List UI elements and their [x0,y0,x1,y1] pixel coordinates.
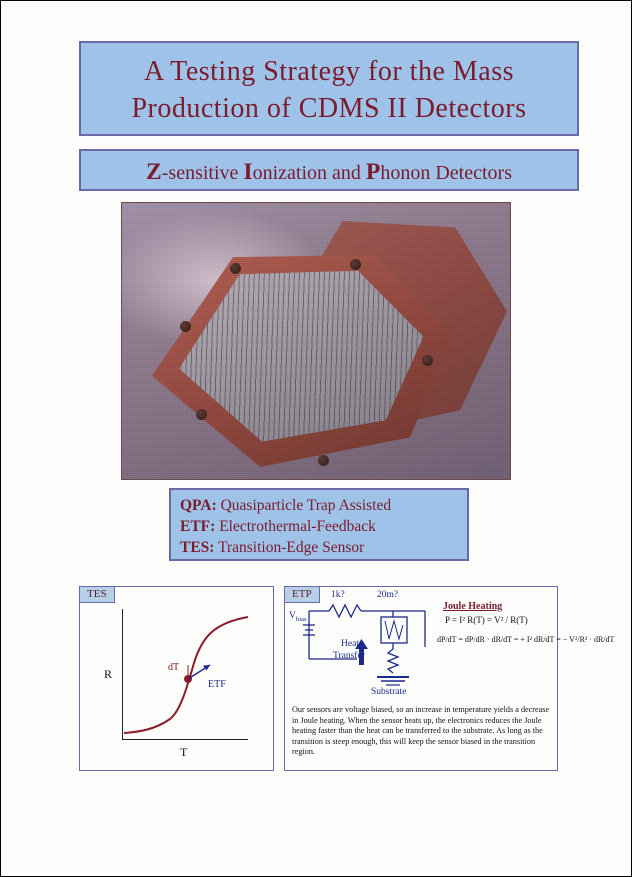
page-title-line-2: Production of CDMS II Detectors [131,93,527,124]
subtitle-text-3: honon Detectors [380,162,512,184]
acronym-legend-box [169,488,469,561]
etp-panel-tab: ETP [284,586,320,603]
vbias-label [289,611,307,623]
acronym-text-etf: Electrothermal-Feedback [215,518,376,535]
page-title-line-1: A Testing Strategy for the Mass [144,56,514,87]
subtitle-cap-i: I [243,159,253,185]
joule-heating-heading: Joule Heating [443,601,503,612]
acronym-key-etf: ETF: [180,518,216,535]
acronym-row-tes [180,537,467,558]
subtitle-cap-p: P [365,159,381,185]
subtitle-text-1: -sensitive [161,162,244,184]
cdms-detector-photo [121,202,511,480]
photo-grain-overlay [122,203,510,479]
etp-caption-text: Our sensors are voltage biased, so an increase in temperature yields a decrease in Joule heating. When the sensor heats up, the electronics reduces the Joule heating faster than the heat can be transferred to the substrate. As long as the transition is steep enough, this will keep the sensor biased in the transition region. [292,705,550,757]
tes-x-axis-label: T [180,745,188,759]
joule-formula-1: P = I² R(T) = V² / R(T) [445,615,528,625]
tes-transition-curve [122,607,250,741]
poster-subtitle-banner [79,149,579,191]
tes-etf-annotation: ETF [208,679,226,690]
vbias-subscript: bias [295,615,307,623]
etp-panel [284,586,615,771]
vbias-symbol: V [289,611,296,621]
tes-panel-tab: TES [79,586,115,603]
heat-transfer-label-line1: Heat [341,639,359,649]
poster-subtitle [81,158,577,187]
acronym-text-qpa: Quasiparticle Trap Assisted [216,497,392,514]
acronym-row-qpa [180,495,467,516]
acronym-row-etf [180,516,467,537]
subtitle-text-2: onization and [252,162,366,184]
etp-circuit-diagram [285,587,559,707]
acronym-key-qpa: QPA: [180,497,217,514]
tes-dt-annotation: dT [168,662,180,673]
bias-resistor-label: 1k? [331,590,345,600]
heat-transfer-label-line2: Transfer [333,651,365,661]
tes-resistor-label: 20m? [377,590,399,600]
subtitle-cap-z: Z [146,159,162,185]
substrate-label: Substrate [371,687,407,697]
poster-title-banner [79,41,579,136]
tes-panel [79,586,274,771]
joule-formula-2: dP/dT = dP/dR · dR/dT = + I² dR/dT = − V²/R² · dR/dT [437,635,615,644]
acronym-text-tes: Transition-Edge Sensor [214,539,365,556]
tes-y-axis-label: R [104,667,113,681]
acronym-key-tes: TES: [180,539,215,556]
